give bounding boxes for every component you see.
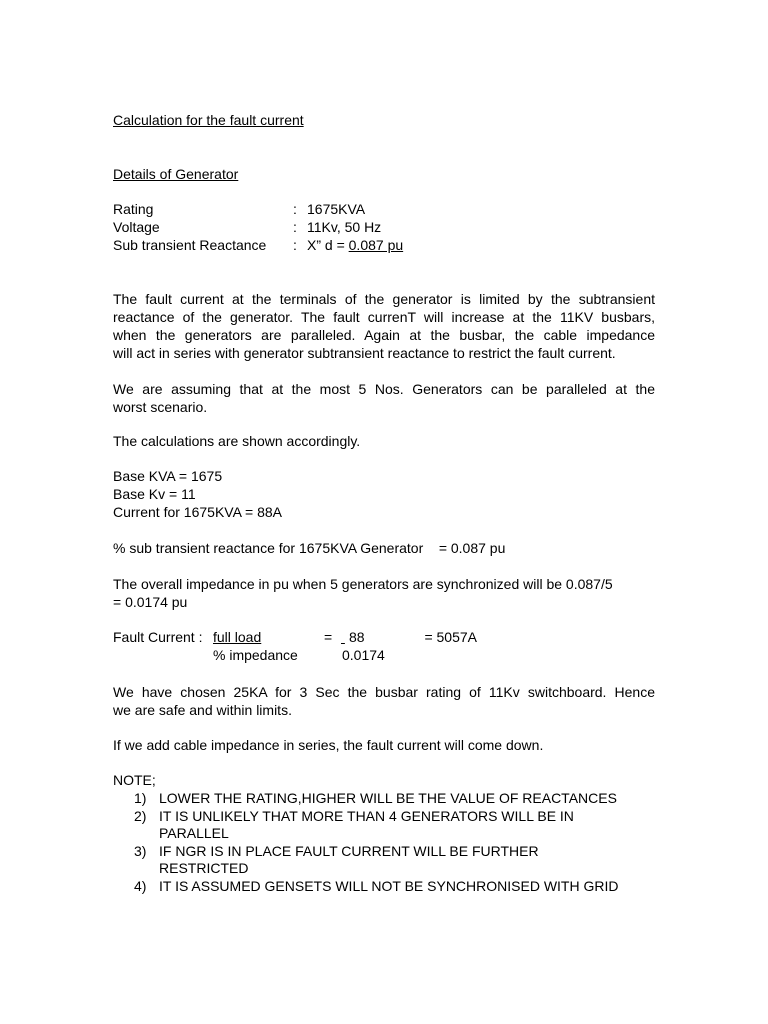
base-kv: Base Kv = 11: [113, 486, 196, 502]
paragraph-busbar-rating: [113, 683, 655, 719]
note-heading: NOTE;: [113, 772, 156, 788]
generator-heading: Details of Generator: [113, 166, 239, 182]
overall-impedance-line: The overall impedance in pu when 5 generators are synchronized will be 0.087/5: [113, 576, 613, 592]
note-text: IF NGR IS IN PLACE FAULT CURRENT WILL BE FURTHER: [159, 843, 539, 859]
fault-denominator-value: 0.0174: [342, 647, 385, 663]
detail-value-reactance: [307, 237, 403, 254]
detail-value-rating: 1675KVA: [307, 201, 366, 217]
fault-current-label: Fault Current :: [113, 629, 203, 645]
note-text: PARALLEL: [159, 825, 229, 841]
paragraph-line: reactance of the generator. The fault currenT will increase at the 11KV busbars,: [113, 309, 655, 325]
detail-sep: :: [293, 237, 297, 253]
fault-numerator-label: full load: [213, 629, 262, 645]
reactance-percent-line: % sub transient reactance for 1675KVA Generator = 0.087 pu: [113, 540, 506, 556]
current-rating: Current for 1675KVA = 88A: [113, 504, 283, 520]
note-text: LOWER THE RATING,HIGHER WILL BE THE VALUE OF REACTANCES: [159, 790, 617, 806]
reactance-prefix: X” d =: [307, 237, 349, 253]
paragraph-fault-current: [113, 290, 655, 362]
detail-value-voltage: 11Kv, 50 Hz: [307, 219, 382, 235]
paragraph-line: The fault current at the terminals of the generator is limited by the subtransient: [113, 291, 655, 307]
detail-label-rating: Rating: [113, 201, 154, 217]
fault-denominator-label: % impedance: [213, 647, 298, 663]
fault-numerator-number: 88: [349, 629, 365, 645]
paragraph-calculations: The calculations are shown accordingly.: [113, 433, 361, 449]
paragraph-assumption: [113, 380, 655, 416]
notes-list: [0, 790, 768, 900]
paragraph-cable-impedance: If we add cable impedance in series, the fault current will come down.: [113, 737, 544, 753]
detail-label-reactance: Sub transient Reactance: [113, 237, 267, 253]
paragraph-line: we are safe and within limits.: [113, 702, 292, 718]
fault-equals: =: [324, 629, 333, 645]
note-number: 1): [134, 790, 147, 806]
note-number: 3): [134, 843, 147, 859]
detail-sep: :: [293, 201, 297, 217]
note-number: 4): [134, 878, 147, 894]
document-title: Calculation for the fault current: [113, 112, 304, 128]
fault-result: = 5057A: [424, 629, 477, 645]
base-kva: Base KVA = 1675: [113, 468, 223, 484]
note-text: RESTRICTED: [159, 860, 249, 876]
fault-numerator-value: [341, 629, 477, 646]
paragraph-line: will act in series with generator subtransient reactance to restrict the fault current.: [113, 345, 616, 361]
note-text: IT IS ASSUMED GENSETS WILL NOT BE SYNCHRONISED WITH GRID: [159, 878, 619, 894]
overall-impedance-value: = 0.0174 pu: [113, 594, 188, 610]
paragraph-line: We are assuming that at the most 5 Nos. Generators can be paralleled at the: [113, 381, 655, 397]
paragraph-line: We have chosen 25KA for 3 Sec the busbar rating of 11Kv switchboard. Hence: [113, 684, 655, 700]
paragraph-line: when the generators are paralleled. Again at the busbar, the cable impedance: [113, 327, 655, 343]
detail-label-voltage: Voltage: [113, 219, 160, 235]
note-text: IT IS UNLIKELY THAT MORE THAN 4 GENERATORS WILL BE IN: [159, 808, 574, 824]
detail-sep: :: [293, 219, 297, 235]
reactance-value: 0.087 pu: [348, 237, 404, 253]
note-number: 2): [134, 808, 147, 824]
paragraph-line: worst scenario.: [113, 399, 208, 415]
